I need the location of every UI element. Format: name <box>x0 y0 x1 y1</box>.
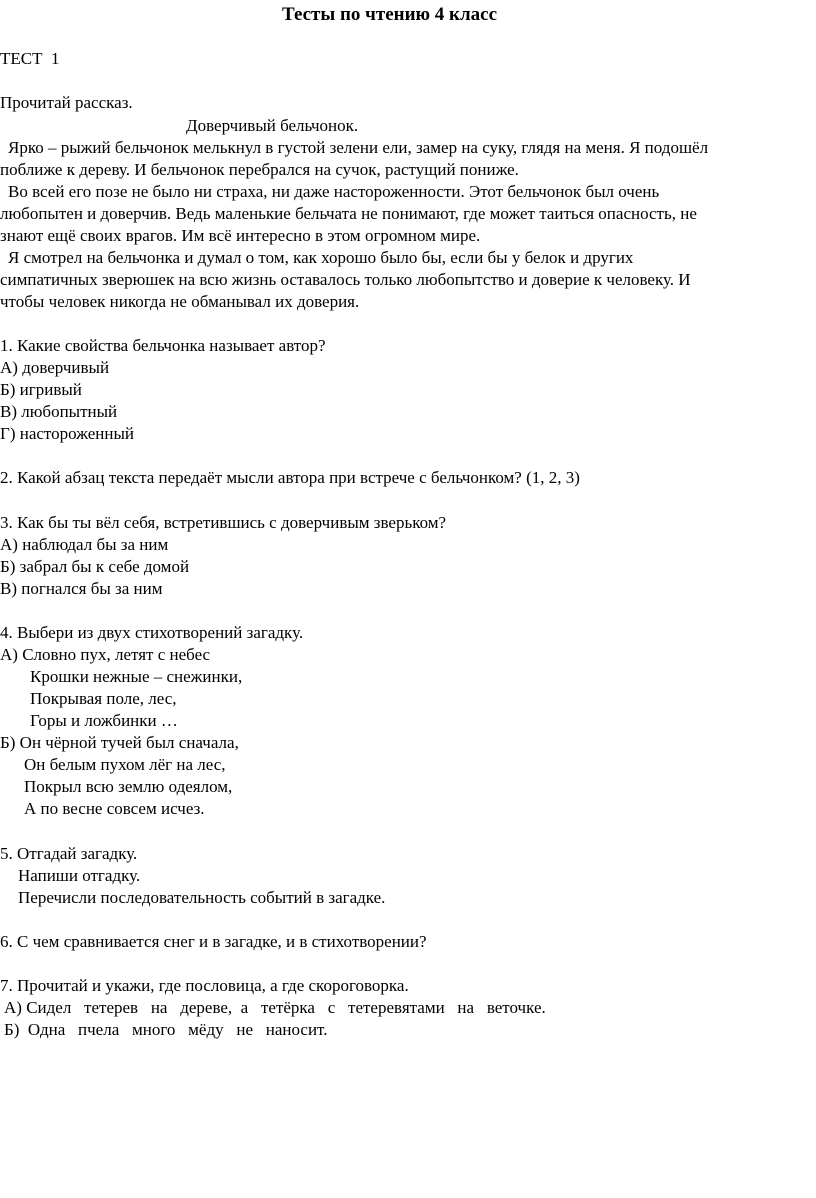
question-text: 3. Как бы ты вёл себя, встретившись с доверчивым зверьком? <box>0 513 447 532</box>
question-text: 5. Отгадай загадку. <box>0 844 138 863</box>
task-line: Напиши отгадку. <box>18 866 141 885</box>
story-line: Ярко – рыжий бельчонок мелькнул в густой зелени ели, замер на суку, глядя на меня. Я подошёл <box>8 138 709 157</box>
poem-line: Покрывая поле, лес, <box>30 689 177 708</box>
question-text: 6. С чем сравнивается снег и в загадке, и в стихотворении? <box>0 932 427 951</box>
poem-line: Крошки нежные – снежинки, <box>30 667 243 686</box>
question-text: 4. Выбери из двух стихотворений загадку. <box>0 623 304 642</box>
question-text: 1. Какие свойства бельчонка называет автор? <box>0 336 326 355</box>
answer-option: В) погнался бы за ним <box>0 579 163 598</box>
test-label: ТЕСТ 1 <box>0 49 60 68</box>
answer-option: Б) игривый <box>0 380 82 399</box>
answer-option: В) любопытный <box>0 402 118 421</box>
story-heading: Доверчивый бельчонок. <box>186 116 359 135</box>
story-line: Во всей его позе не было ни страха, ни даже настороженности. Этот бельчонок был очень <box>8 182 660 201</box>
answer-option: А) Сидел тетерев на дереве, а тетёрка с тетеревятами на веточке. <box>4 998 546 1017</box>
story-line: Я смотрел на бельчонка и думал о том, как хорошо было бы, если бы у белок и других <box>8 248 634 267</box>
answer-option: А) доверчивый <box>0 358 110 377</box>
story-line: симпатичных зверюшек на всю жизнь оставалось только любопытство и доверие к человеку. И <box>0 270 691 289</box>
poem-line: Покрыл всю землю одеялом, <box>24 777 233 796</box>
story-line: любопытен и доверчив. Ведь маленькие бельчата не понимают, где может таиться опасность, не <box>0 204 697 223</box>
poem-line: Он белым пухом лёг на лес, <box>24 755 226 774</box>
story-line: знают ещё своих врагов. Им всё интересно в этом огромном мире. <box>0 226 481 245</box>
answer-option: Б) Одна пчела много мёду не наносит. <box>4 1020 328 1039</box>
answer-option: Г) настороженный <box>0 424 134 443</box>
poem-line: А по весне совсем исчез. <box>24 799 205 818</box>
answer-option: А) наблюдал бы за ним <box>0 535 169 554</box>
poem-line: А) Словно пух, летят с небес <box>0 645 211 664</box>
document-title: Тесты по чтению 4 класс <box>282 4 498 25</box>
question-text: 7. Прочитай и укажи, где пословица, а где скороговорка. <box>0 976 409 995</box>
poem-line: Б) Он чёрной тучей был сначала, <box>0 733 239 752</box>
poem-line: Горы и ложбинки … <box>30 711 178 730</box>
answer-option: Б) забрал бы к себе домой <box>0 557 190 576</box>
question-text: 2. Какой абзац текста передаёт мысли автора при встрече с бельчонком? (1, 2, 3) <box>0 468 580 487</box>
story-line: чтобы человек никогда не обманывал их доверия. <box>0 292 360 311</box>
task-line: Перечисли последовательность событий в загадке. <box>18 888 386 907</box>
instruction: Прочитай рассказ. <box>0 93 133 112</box>
story-line: поближе к дереву. И бельчонок перебрался на сучок, растущий пониже. <box>0 160 519 179</box>
